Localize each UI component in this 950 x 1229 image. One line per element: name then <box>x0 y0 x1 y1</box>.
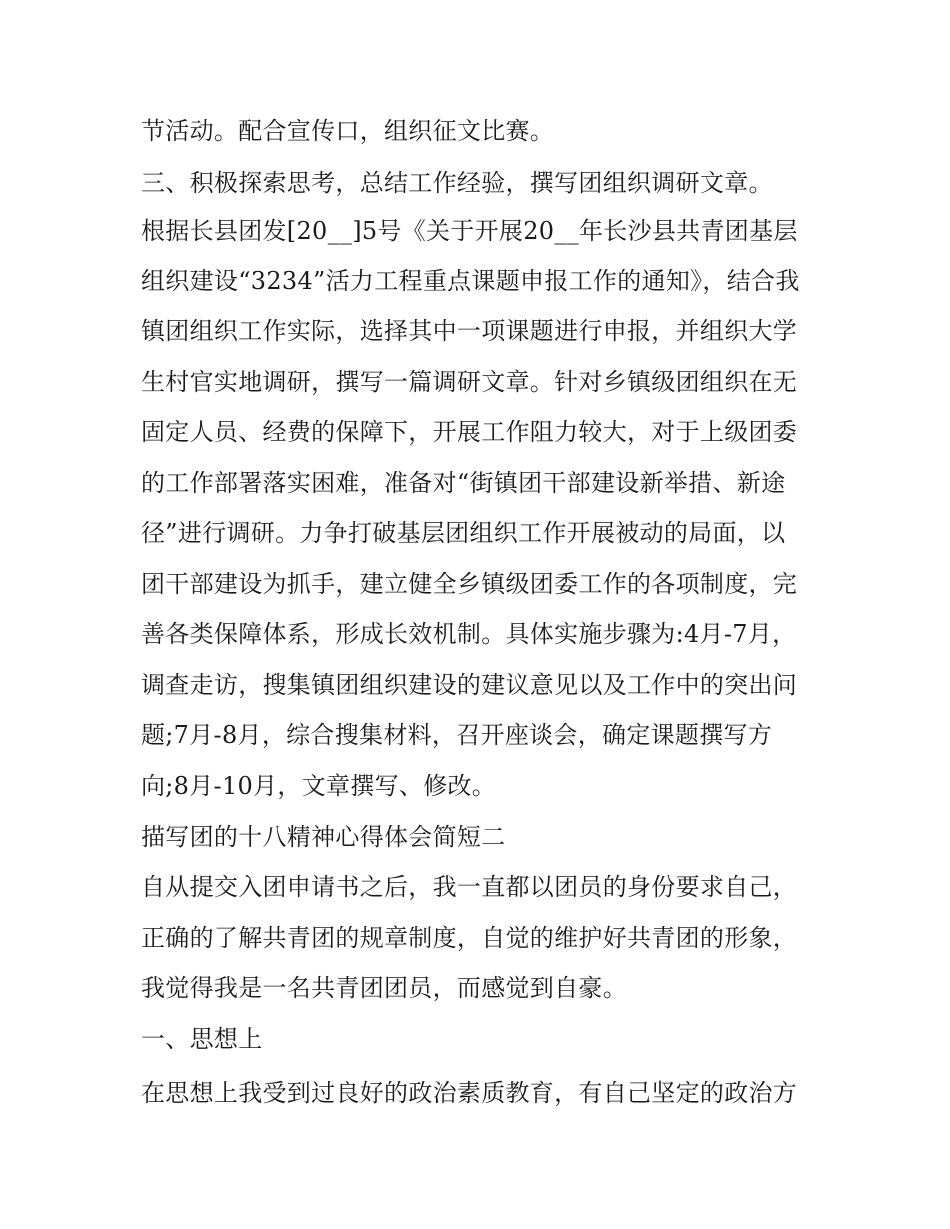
text-line: 固定人员、经费的保障下，开展工作阻力较大，对于上级团委 <box>141 418 798 446</box>
text-line: 我觉得我是一名共青团团员，而感觉到自豪。 <box>141 974 627 1002</box>
text-line: 根据长县团发[20__]5号《关于开展20__年长沙县共青团基层 <box>141 217 798 245</box>
section-heading: 一、思想上 <box>141 1025 263 1053</box>
text-line: 善各类保障体系，形成长效机制。具体实施步骤为:4月-7月， <box>141 620 797 648</box>
article-title: 描写团的十八精神心得体会简短二 <box>141 823 506 851</box>
text-line: 组织建设“3234”活力工程重点课题申报工作的通知》，结合我 <box>141 267 800 295</box>
text-line: 向;8月-10月，文章撰写、修改。 <box>141 772 497 800</box>
text-line: 在思想上我受到过良好的政治素质教育，有自己坚定的政治方 <box>141 1079 798 1107</box>
section-heading: 三、积极探索思考，总结工作经验，撰写团组织调研文章。 <box>141 169 773 197</box>
text-line: 团干部建设为抓手，建立健全乡镇级团委工作的各项制度，完 <box>141 570 798 598</box>
text-line: 正确的了解共青团的规章制度，自觉的维护好共青团的形象， <box>141 924 798 952</box>
text-line: 自从提交入团申请书之后，我一直都以团员的身份要求自己， <box>141 873 798 901</box>
text-line: 的工作部署落实困难，准备对“街镇团干部建设新举措、新途 <box>141 469 786 497</box>
text-line: 镇团组织工作实际，选择其中一项课题进行申报，并组织大学 <box>141 317 798 345</box>
text-line: 调查走访，搜集镇团组织建设的建议意见以及工作中的突出问 <box>141 671 798 699</box>
text-line: 节活动。配合宣传口，组织征文比赛。 <box>141 117 555 145</box>
text-line: 题;7月-8月，综合搜集材料，召开座谈会，确定课题撰写方 <box>141 721 773 749</box>
text-line: 生村官实地调研，撰写一篇调研文章。针对乡镇级团组织在无 <box>141 368 798 396</box>
text-line: 径”进行调研。力争打破基层团组织工作开展被动的局面，以 <box>141 519 786 547</box>
